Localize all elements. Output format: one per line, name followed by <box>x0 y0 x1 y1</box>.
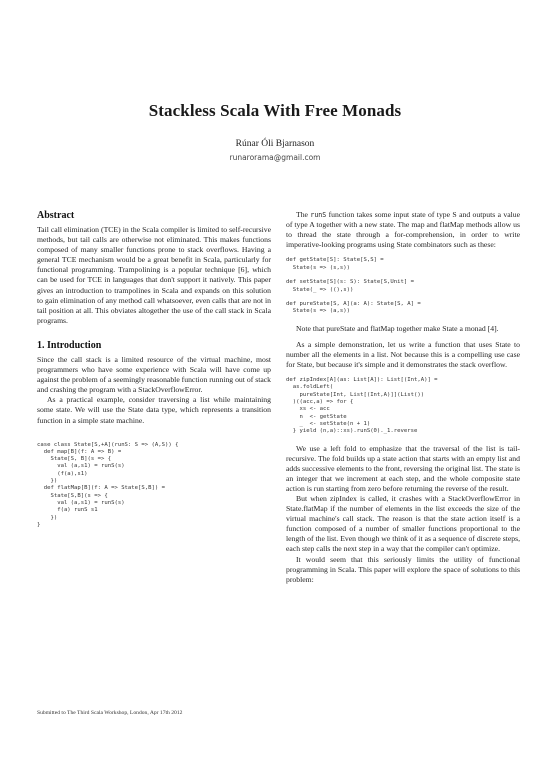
state-combinators-code: def getState[S]: State[S,S] = State(s => (s,s)) def setState[S](s: S): State[S,Unit] = State(_ => ((),s)) def pureState[S, A](a: A): State[S, A] = State(s => (a,s)) <box>286 257 421 315</box>
abstract-heading: Abstract <box>37 210 75 221</box>
submission-footer: Submitted to The Third Scala Workshop, London, Apr 17th 2012 <box>37 710 183 716</box>
right-paragraph-1 <box>286 210 520 250</box>
right-paragraph-2: Note that pureState and flatMap together make State a monad [4]. <box>296 323 499 333</box>
right-paragraph-3: As a simple demonstration, let us write a function that uses State to number all the elements in a list. Not because this is a compelling use case for State, but because it's simple and it demonstrates the stack overflow. <box>286 339 520 370</box>
state-class-code: case class State[S,+A](runS: S => (A,S)) { def map[B](f: A => B) = State[S, B](s => { val (a,s1) = runS(s) (f(a),s1) }) def flatMap[B](f: A => State[S,B]) = State[S,B](s => { val (a,s1) = runS(s) f(a) runS s1 }) } <box>37 441 179 528</box>
right-paragraph-5: But when zipIndex is called, it crashes with a StackOverflowError in State.flatMap if the number of elements in the list exceeds the size of the virtual machine's call stack. The reason is that the state action itself is a function composed of a number of smaller functions proportional to the length of the list. Even though we think of it as a sequence of discrete steps, each step calls the next step in a way that the compiler can't optimize. <box>286 493 520 554</box>
intro-paragraph-2: As a practical example, consider traversing a list while maintaining some state. We will use the State data type, which represents a transition function in a simple state machine. <box>37 395 271 425</box>
paper-title: Stackless Scala With Free Monads <box>148 101 402 120</box>
introduction-heading: 1. Introduction <box>37 339 102 351</box>
left-column <box>37 210 271 537</box>
right-paragraph-4: We use a left fold to emphasize that the traversal of the list is tail-recursive. The fold builds up a state action that starts with an empty list and adds successive elements to the front, reversing the original list. The state is an integer that we increment at each step, and the whole composite state action is run starting from zero before returning the reverse of the result. <box>286 443 520 493</box>
intro-paragraph-1: Since the call stack is a limited resource of the virtual machine, most programmers who have some experience with Scala will have come up against the problem of a seemingly reasonable function running out of stack and crashing the program with a StackOverflowError. <box>37 354 271 395</box>
abstract-text: Tail call elimination (TCE) in the Scala compiler is limited to self-recursive methods, but tail calls are otherwise not eliminated. This makes functions composed of many smaller functions prone to stack overflows. Having a general TCE mechanism would be a great benefit in Scala, particularly for functional programming. Trampolining is a popular technique [6], which can be used for TCE in languages that don't support it natively. This paper gives an introduction to trampolines in Scala and expands on this solution to gain elimination of any method call whatsoever, even calls that are not in tail position at all. This obviates altogether the use of the call stack in Scala programs. <box>37 225 271 325</box>
zipindex-code: def zipIndex[A](as: List[A]): List[(Int,A)] = as.foldLeft( pureState[Int, List[(Int,A)]](List()) )((acc,a) => for { xs <- acc n <- getState _ <- setState(n + 1) } yield (n,a)::xs).runS(0)._1.reverse <box>286 377 438 435</box>
author-email: runarorama@gmail.com <box>229 153 321 162</box>
code-inline-runS: runS <box>310 211 327 219</box>
text-fragment: function takes some input state of type S and outputs a value of type A together with a new state. The map and flatMap methods allow us to thread the state through a for-comprehension, in order to write imperative-looking programs using State combinators such as these: <box>286 210 521 250</box>
right-column <box>286 210 520 585</box>
text-fragment: The <box>296 210 311 219</box>
author-name: Rúnar Óli Bjarnason <box>235 139 315 149</box>
right-paragraph-6: It would seem that this seriously limits the utility of functional programming in Scala. This paper will explore the space of solutions to this problem: <box>286 554 520 584</box>
